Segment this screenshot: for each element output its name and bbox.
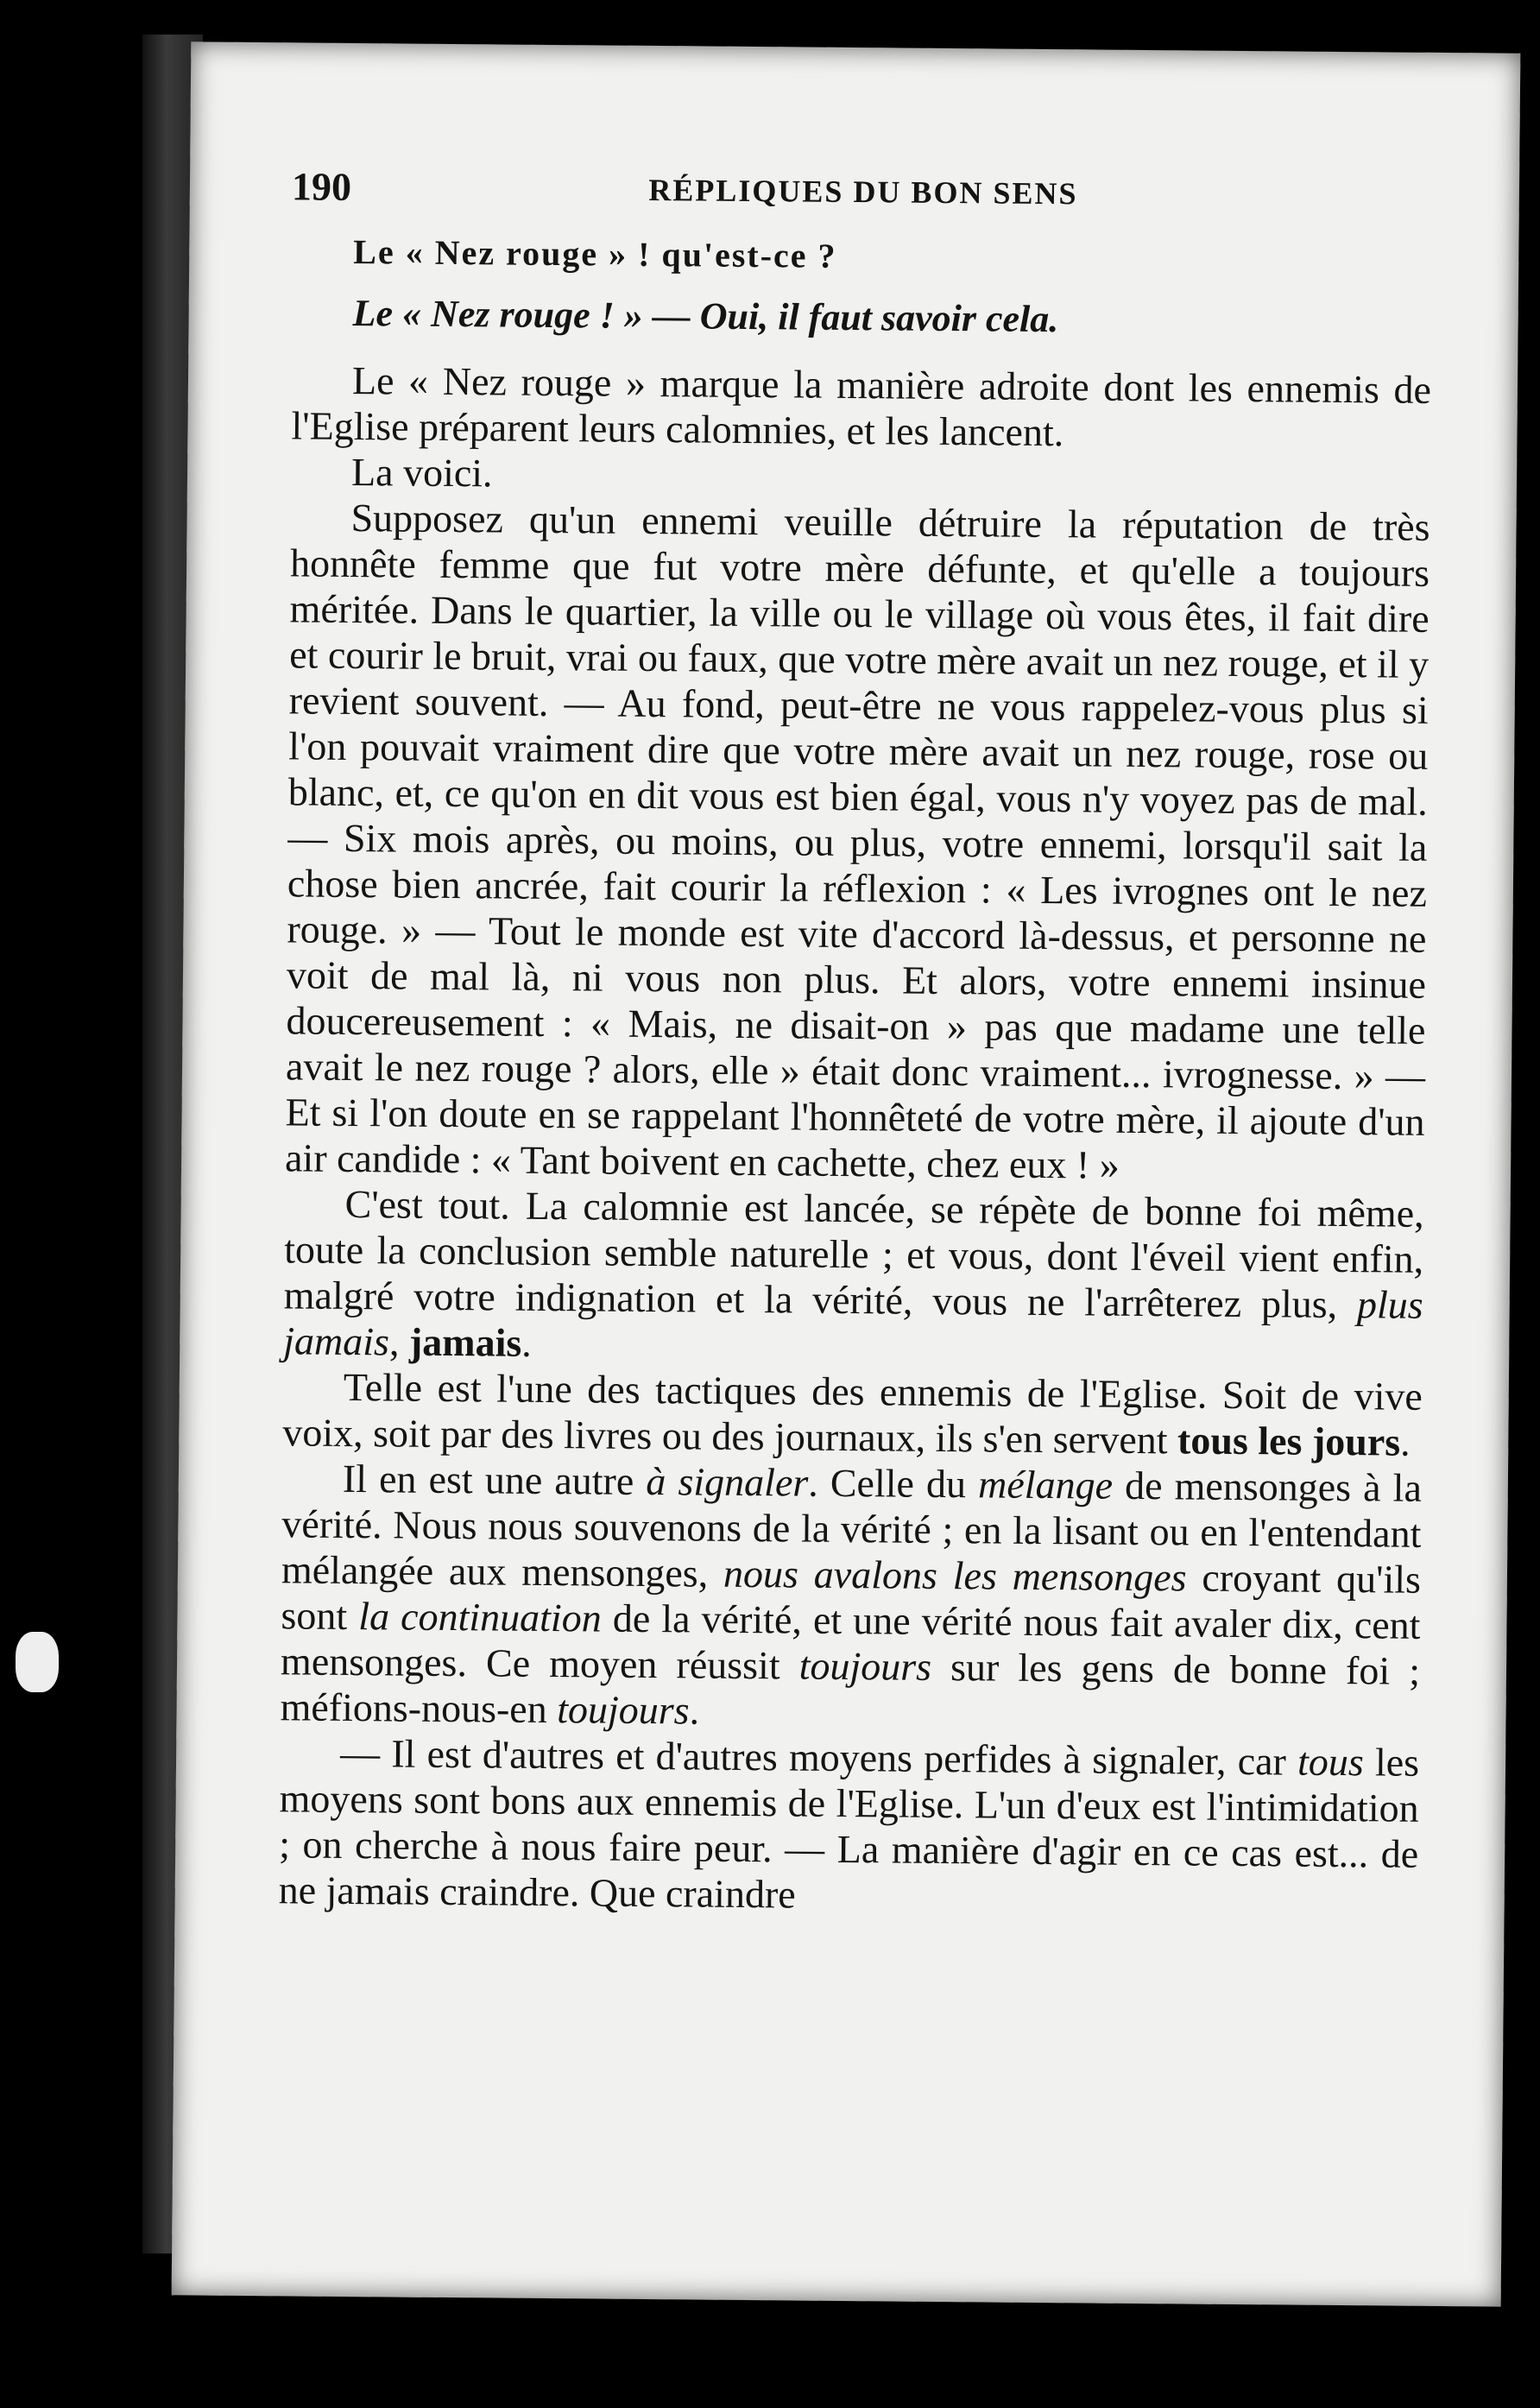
section-subtitle: Le « Nez rouge ! » — Oui, il faut savoir cela.	[352, 291, 1059, 341]
paragraph-tactique: Telle est l'une des tactiques des ennemis de l'Eglise. Soit de vive voix, soit par des livres ou des journaux, ils s'en servent tous les jours.	[282, 1364, 1423, 1464]
emphasis-toujours-1: toujours	[798, 1643, 932, 1689]
paragraph-example: Supposez qu'un ennemi veuille détruire la réputation de très honnête femme que fut votre mère défunte, et qu'elle a toujours méritée. Dans le quartier, la ville ou le village où vous êtes, il fait dire et courir le bruit, vrai ou faux, que votre mère avait un nez rouge, et il y revient souvent. — Au fond, peut-être ne vous rappelez-vous plus si l'on pouvait vraiment dire que votre mère avait un nez rouge, rose ou blanc, et, ce qu'on en dit vous est bien égal, vous n'y voyez pas de mal. — Six mois après, ou moins, ou plus, votre ennemi, lorsqu'il sait la chose bien ancrée, fait courir la réflexion : « Les ivrognes ont le nez rouge. » — Tout le monde est vite d'accord là-dessus, et personne ne voit de mal là, ni vous non plus. Et alors, votre ennemi insinue doucereusement : « Mais, ne disait-on » pas que madame une telle avait le nez rouge ? alors, elle » était donc vraiment... ivrognesse. » — Et si l'on doute en se rappelant l'honnêteté de votre mère, il ajoute d'un air candide : « Tant boivent en cachette, chez eux ! »	[284, 495, 1430, 1187]
emphasis-melange: mélange	[977, 1462, 1114, 1507]
page-content	[279, 163, 1434, 1922]
emphasis-nous-avalons: nous avalons les mensonges	[723, 1551, 1187, 1600]
emphasis-a-signaler: à signaler	[646, 1458, 809, 1505]
section-title: Le « Nez rouge » ! qu'est-ce ?	[353, 231, 837, 275]
page-number: 190	[291, 164, 352, 209]
paragraph-autres-moyens: — Il est d'autres et d'autres moyens perfides à signaler, car tous les moyens sont bons aux ennemis de l'Eglise. L'un d'eux est l'intimidation ; on cherche à nous faire peur. — La manière d'agir en ce cas est... de ne jamais craindre. Que craindre	[278, 1730, 1420, 1917]
paragraph-intro: Le « Nez rouge » marque la manière adroite dont les ennemis de l'Eglise préparent leurs calomnies, et les lancent.	[291, 357, 1432, 455]
emphasis-la-continuation: la continuation	[358, 1594, 602, 1640]
emphasis-toujours-2: toujours	[557, 1687, 690, 1733]
emphasis-plus-jamais: plus jamais	[283, 1282, 1423, 1364]
paragraph-calomnie: C'est tout. La calomnie est lancée, se répète de bonne foi même, toute la conclusion semble naturelle ; et vous, dont l'éveil vient enfin, malgré votre indignation et la vérité, vous ne l'arrêterez plus, plus jamais, jamais.	[283, 1181, 1424, 1365]
paragraph-melange: Il en est une autre à signaler. Celle du mélange de mensonges à la vérité. Nous nous souvenons de la vérité ; en la lisant ou en l'entendant mélangée aux mensonges, nous avalons les mensonges croyant qu'ils sont la continuation de la vérité, et une vérité nous fait avaler dix, cent mensonges. Ce moyen réussit toujours sur les gens de bonne foi ; méfions-nous-en toujours.	[280, 1456, 1423, 1733]
scan-artifact	[16, 1632, 59, 1692]
emphasis-jamais: jamais	[408, 1319, 522, 1365]
running-head	[293, 163, 1434, 234]
emphasis-tous: tous	[1297, 1739, 1364, 1785]
emphasis-tous-les-jours: tous les jours	[1177, 1418, 1401, 1464]
book-page	[172, 41, 1521, 2306]
paragraph-la-voici: La voici.	[350, 449, 493, 496]
running-title: RÉPLIQUES DU BON SENS	[648, 172, 1078, 212]
